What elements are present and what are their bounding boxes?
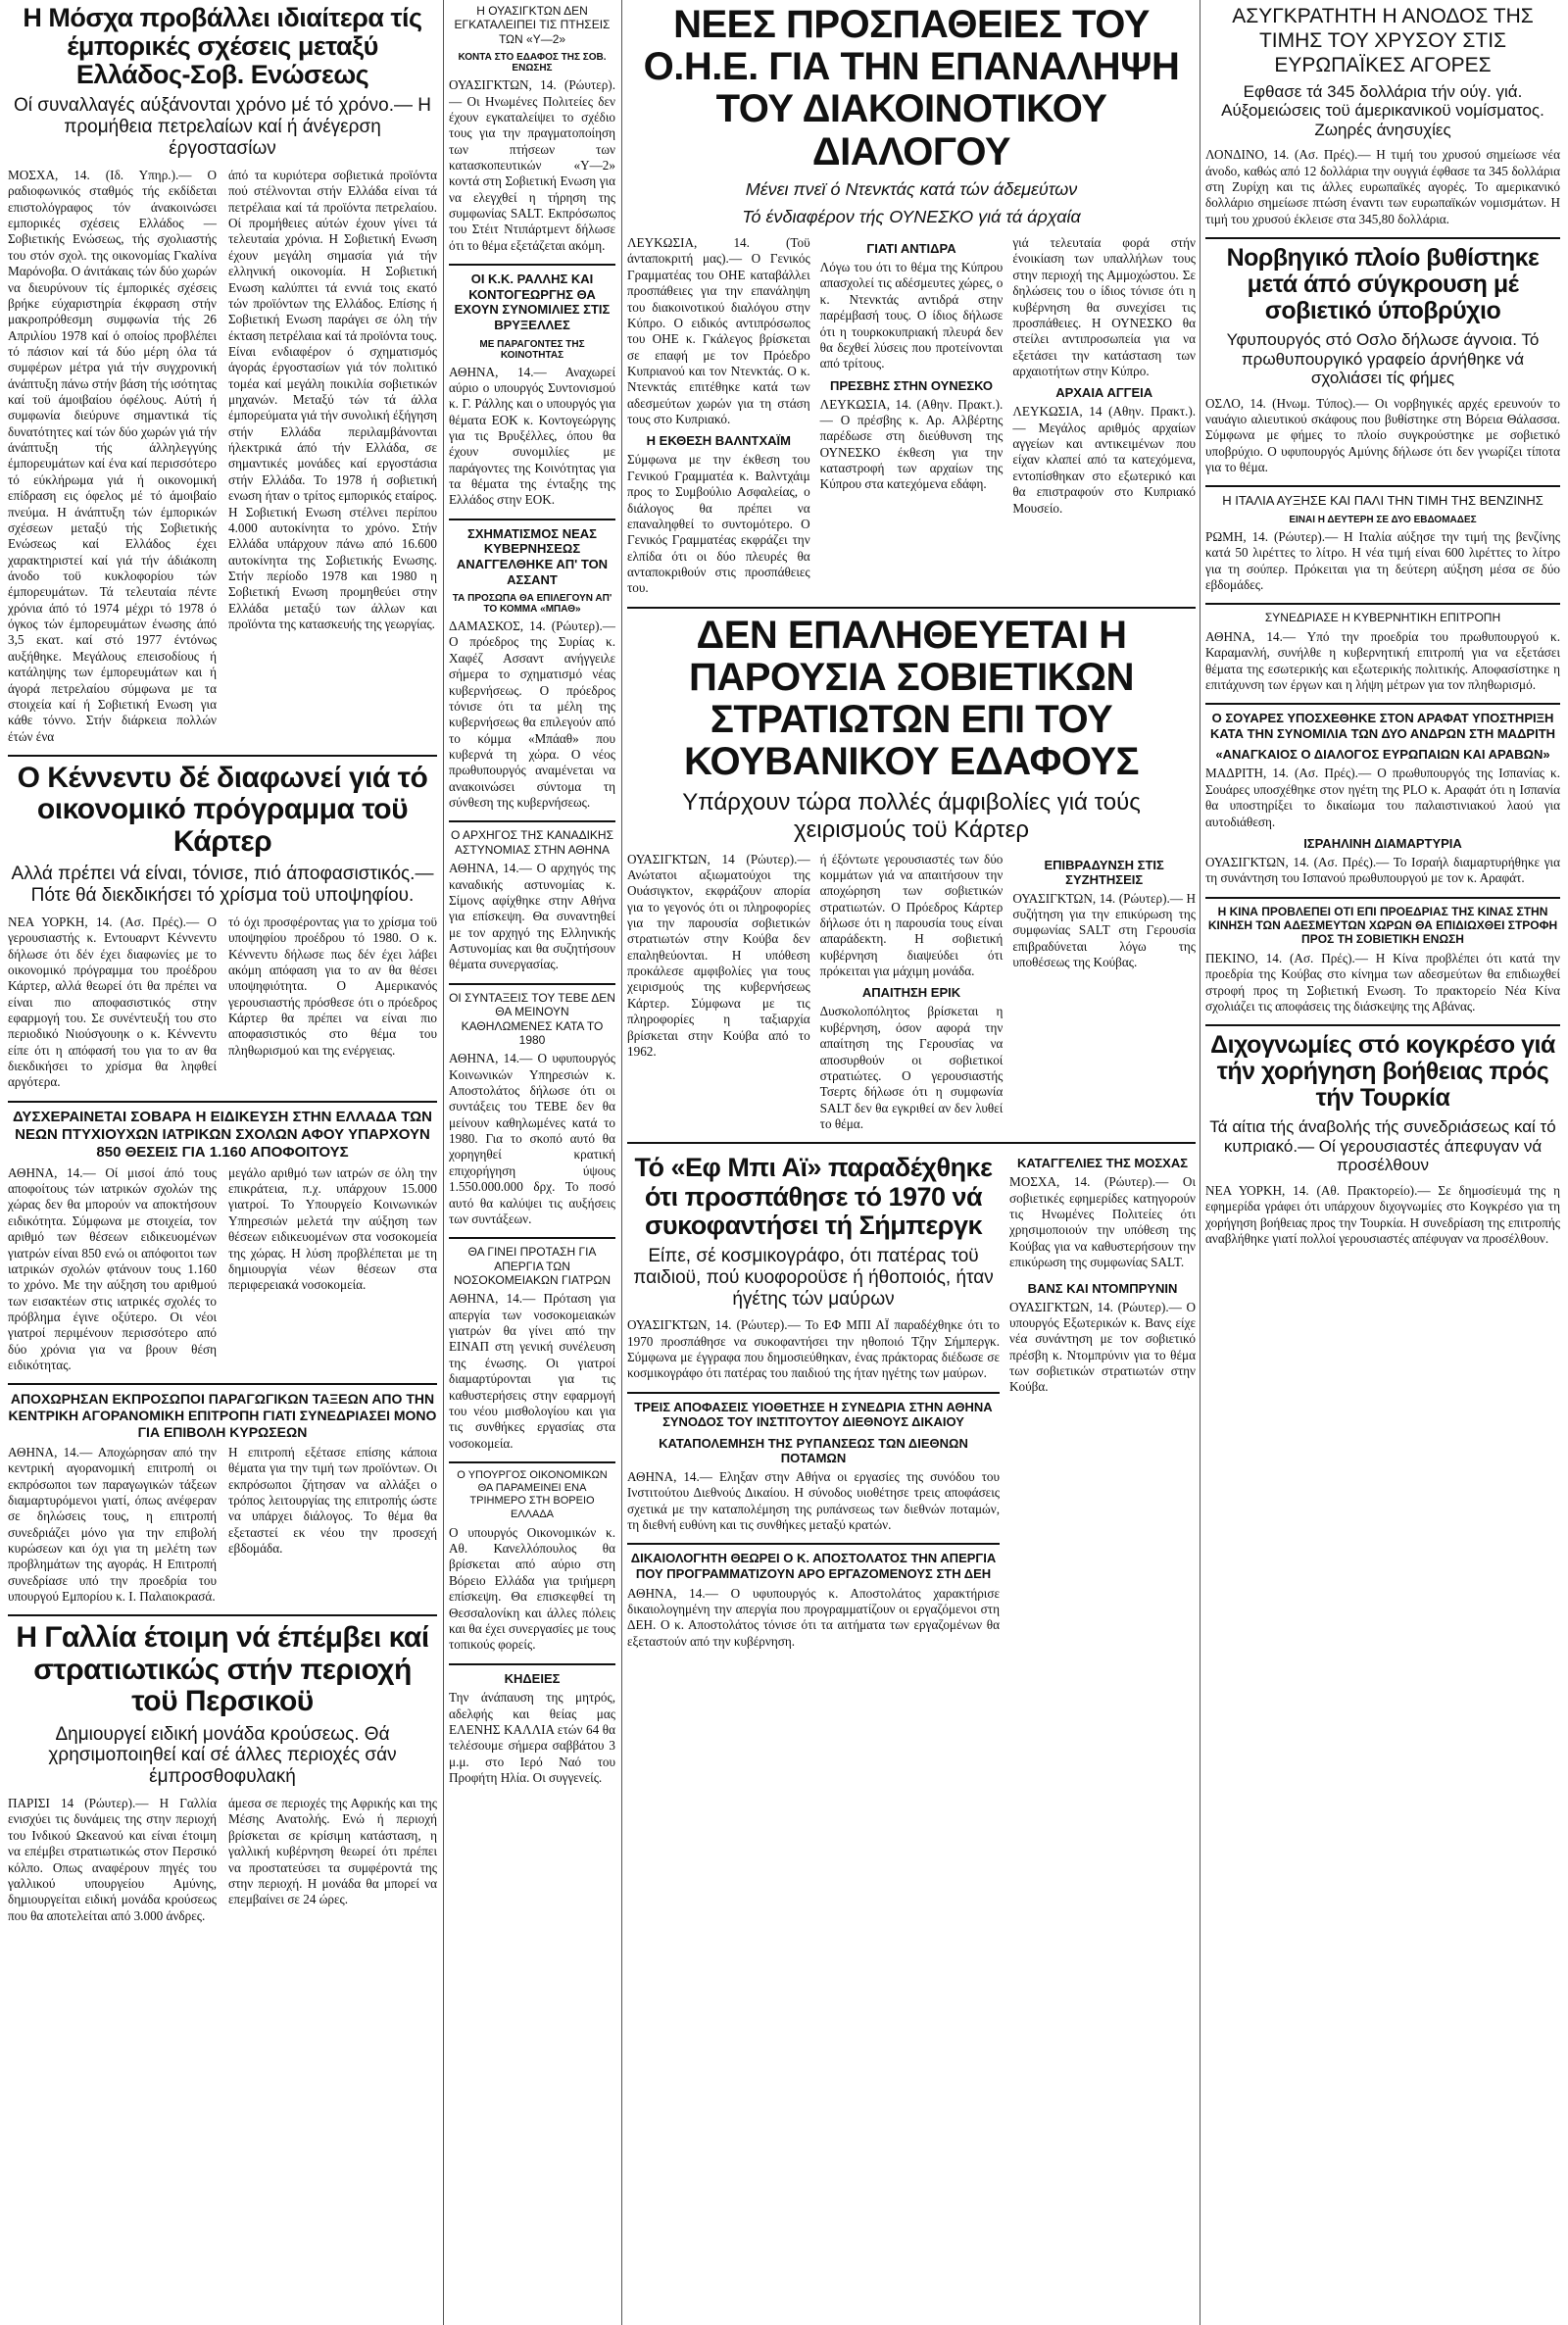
divider: [1205, 603, 1560, 605]
divider: [627, 1392, 1000, 1394]
headline: ΑΣΥΓΚΡΑΤΗΤΗ Η ΑΝΟΔΟΣ ΤΗΣ ΤΙΜΗΣ ΤΟΥ ΧΡΥΣΟΥ ΣΤΙΣ ΕΥΡΩΠΑΪΚΕΣ ΑΓΟΡΕΣ: [1232, 5, 1534, 77]
subheadline: Τά αίτια τής άναβολής τής συνεδριάσεως καί τό κυπριακό.— Οί γερουσιαστές άπεφυγαν νά προσέλθουν: [1209, 1117, 1556, 1175]
article-market-committee: [8, 1391, 437, 1605]
article-body: ΟΥΑΣΙΓΚΤΩΝ, 14 (Ρώυτερ).— Ανώτατοι αξιωματούχοι της Ουάσιγκτον, εκφράζουν απορία για το γεγονός ότι οι πληροφορίες για την παρουσία σοβιετικών στρατιωτών στην Κούβα δεν επαληθεύονται. Η υπόθεση προκάλεσε αμφιβολίες για τους χειρισμούς της κυβερνήσεως Κάρτερ. Σύμφωνα με τις πληροφορίες η ταξιαρχία βρίσκεται στην Κούβα από το 1962.: [627, 851, 810, 1059]
section-subhead: ΓΙΑΤΙ ΑΝΤΙΔΡΑ: [866, 241, 956, 257]
article-fbi-seberg: [627, 1154, 1000, 1381]
section-subhead: Η ΕΚΘΕΣΗ ΒΑΛΝΤΧΑΪΜ: [646, 433, 791, 449]
headline: Η Μόσχα προβάλλει ιδιαίτερα τίς έμπορικές σχέσεις μεταξύ Ελλάδος-Σοβ. Ενώσεως: [23, 3, 422, 90]
article-vance-dobrynin: [1009, 1281, 1196, 1396]
headline: ΔΕΝ ΕΠΑΛΗΘΕΥΕΤΑΙ Η ΠΑΡΟΥΣΙΑ ΣΟΒΙΕΤΙΚΩΝ ΣΤΡΑΤΙΩΤΩΝ ΕΠΙ ΤΟΥ ΚΟΥΒΑΝΙΚΟΥ ΕΔΑΦΟΥΣ: [683, 613, 1140, 784]
headline: Διχογνωμίες στό κογκρέσο γιά τήν χορήγηση βοήθειας πρός τήν Τουρκία: [1210, 1031, 1555, 1113]
divider: [449, 983, 615, 985]
subheadline: Μένει πνεϊ ό Ντενκτάς κατά τών άδεμεύτων: [745, 178, 1078, 199]
column-narrow: [449, 0, 615, 2325]
article-body: Σύμφωνα με την έκθεση του Γενικού Γραμματέα κ. Βαλντχάιμ προς το Συμβούλιο Ασφαλείας, ο διάλογος θα πρέπει να επαναληφθεί το συντομότερο. Ο Γενικός Γραμματέας εκφράζει την ελπίδα ότι οι δύο πλευρές θα ανταποκριθούν στις προσπάθειες του.: [627, 452, 810, 596]
article-moscow-trade: [8, 4, 437, 745]
article-body: Ο υπουργός Οικονομικών κ. Αθ. Κανελλόπουλος θα βρίσκεται από αύριο στη Βόρειο Ελλάδα για τριήμερη επίσκεψη. Θα επισκεφθεί τη Θεσσαλονίκη και άλλες πόλεις και θα έχει συνεργασίες με τους τοπικούς φορείς.: [449, 1524, 615, 1653]
article-body: ΛΕΥΚΩΣΙΑ, 14. (Αθην. Πρακτ.).— Ο πρέσβης κ. Αρ. Αλβέρτης παρέδωσε στη διεύθυνση της ΟΥΝΕΣΚΟ έκθεση για την καταστροφή των αρχαίων της Κύπρου στα κατεχόμενα εδάφη.: [819, 396, 1004, 492]
headline: ΟΙ ΣΥΝΤΑΞΕΙΣ ΤΟΥ ΤΕΒΕ ΔΕΝ ΘΑ ΜΕΙΝΟΥΝ ΚΑΘΗΛΩΜΕΝΕΣ ΚΑΤΑ ΤΟ 1980: [449, 990, 615, 1047]
article-body: ΝΕΑ ΥΟΡΚΗ, 14. (Ασ. Πρές).— Ο γερουσιαστής κ. Εντουαρντ Κέννεντυ δήλωσε ότι δέν έχει διαφωνίες με το οικονομικό πρόγραμμα του προέδρου Κάρτερ, αλλά θεωρεί ότι θα πρέπει να είναι πιο αποφασιστικός στην εφαρμογή του. Σε συνέντευξή του στο περιοδικό Νιούσγουηκ ο κ. Κέννεντυ είπε ότι η απόφασή του για το αν θα διεκδικήσει το χρίσμα θα ληφθεί αργότερα.: [8, 914, 217, 1090]
subheadline: Εφθασε τά 345 δολλάρια τήν ούγ. γιά. Αύξομειώσεις τοϋ άμερικανικοϋ νομίσματος. Ζωηρές άνησυχίες: [1221, 81, 1544, 139]
article-gold-price: [1205, 4, 1560, 227]
article-china-nonaligned: [1205, 905, 1560, 1015]
article-government-committee: [1205, 611, 1560, 693]
article-body: ΑΘΗΝΑ, 14.— Αναχωρεί αύριο ο υπουργός Συντονισμού κ. Γ. Ράλλης και ο υπουργός για θέματα ΕΟΚ κ. Κοντογεώργης για τις Βρυξέλλες, όπου θα έχουν συνομιλίες με παράγοντες της Κοινότητας για τα θέματα της ένταξης της Ελλάδος στην ΕΟΚ.: [449, 364, 615, 508]
divider: [449, 820, 615, 822]
divider: [449, 1461, 615, 1463]
headline: Η ΟΥΑΣΙΓΚΤΩΝ ΔΕΝ ΕΓΚΑΤΑΛΕΙΠΕΙ ΤΙΣ ΠΤΗΣΕΙΣ ΤΩΝ «Υ—2»: [454, 4, 611, 46]
article-body: ΑΘΗΝΑ, 14.— Υπό την προεδρία του πρωθυπουργού κ. Καραμανλή, συνήλθε η κυβερνητική επιτροπή για να εξετάσει θέματα της εσωτερικής και εξωτερικής πολιτικής. Αποφασίστηκε η επιτάχυνση των έργων και η λήψη μέτρων για τον πληθωρισμό.: [1205, 628, 1560, 692]
divider: [8, 1614, 437, 1616]
divider: [449, 1663, 615, 1665]
article-body: ΟΥΑΣΙΓΚΤΩΝ, 14. (Ρώυτερ).— Ο υπουργός Εξωτερικών κ. Βανς είχε νέα συνάντηση με τον σοβιετικό πρέσβη κ. Ντομπρύνιν για το θέμα των σοβιετικών στρατιωτών στην Κούβα.: [1009, 1299, 1196, 1395]
section-subhead: ΑΠΑΙΤΗΣΗ ΕΡΙΚ: [861, 985, 961, 1001]
article-body: ΡΩΜΗ, 14. (Ρώυτερ).— Η Ιταλία αύξησε την τιμή της βενζίνης κατά 50 λιρέττες το λίτρο. Η νέα τιμή είναι 600 λιρέττες το λίτρο για τη σούπερ. Πρόκειται για τη δεύτερη αύξηση μέσα σε δύο εβδομάδες.: [1205, 529, 1560, 593]
article-italy-petrol: [1205, 493, 1560, 593]
headline: ΣΧΗΜΑΤΙΣΜΟΣ ΝΕΑΣ ΚΥΒΕΡΝΗΣΕΩΣ ΑΝΑΓΓΕΛΘΗΚΕ ΑΠ' ΤΟΝ ΑΣΣΑΝΤ: [456, 525, 609, 587]
column-right: [1205, 0, 1560, 2325]
article-body: ΛΕΥΚΩΣΙΑ, 14. (Τοϋ άνταποκριτή μας).— Ο Γενικός Γραμματέας του ΟΗΕ καταβάλλει προσπάθειες για την επανάληψη του διακοινοτικού διαλόγου στην Κύπρο. Ο ειδικός αντιπρόσωπος του ΟΗΕ κ. Γκάλεγος βρίσκεται σε επαφή με τον Πρόεδρο Κυπριανού και τον Ντενκτάς. Ο κ. Ντενκτάς επιτέθηκε κατά των αδεσμεύτων χωρών για τη στάση τους στο Κυπριακό.: [627, 235, 810, 427]
subheadline: ΚΑΤΑΠΟΛΕΜΗΣΗ ΤΗΣ ΡΥΠΑΝΣΕΩΣ ΤΩΝ ΔΙΕΘΝΩΝ ΠΟΤΑΜΩΝ: [659, 1435, 968, 1465]
article-body: ΑΘΗΝΑ, 14.— Εληξαν στην Αθήνα οι εργασίες της συνόδου του Ινστιτούτου Διεθνούς Δικαίου. Η σύνοδος υιοθέτησε τρεις αποφάσεις σχετικά με την καταπολέμηση της ρυπάνσεως των διεθνών ποταμών, τη διεθνή ευθύνη και τις συνθήκες μεταξύ κρατών.: [627, 1468, 1000, 1533]
article-dei-strike: [627, 1551, 1000, 1650]
article-medical-graduates: [8, 1109, 437, 1374]
article-tebe-pensions: [449, 991, 615, 1228]
divider: [8, 1101, 437, 1103]
section-subhead: ΙΣΡΑΗΛΙΝΗ ΔΙΑΜΑΡΤΥΡΙΑ: [1303, 835, 1462, 851]
article-body: ΑΘΗΝΑ, 14.— Οί μισοί άπό τους αποφοίτους τών ιατρικών σχολών της χώρας δεν θα μπορούν να αποκτήσουν ειδικότητα. Σύμφωνα με στοιχεία, τον αριθμό των θέσεων ειδικευομένων γιατρών είναι 850 ενώ οι απόφοιτοι των ιατρικών σχολών φτάνουν τους 1.160 το χρόνο. Με την αύξηση του αριθμού των εισακτέων στις ιατρικές σχολές το πρόβλημα έγινε οξύτερο. Οι νέοι γιατροί περιμένουν περισσότερο από δύο χρόνια για να βρουν θέση ειδικότητας.: [8, 1164, 217, 1373]
article-france-gulf: [8, 1622, 437, 1924]
article-u2-flights: [449, 4, 615, 254]
headline: ΔΥΣΧΕΡΑΙΝΕΤΑΙ ΣΟΒΑΡΑ Η ΕΙΔΙΚΕΥΣΗ ΣΤΗΝ ΕΛΛΑΔΑ ΤΩΝ ΝΕΩΝ ΠΤΥΧΙΟΥΧΩΝ ΙΑΤΡΙΚΩΝ ΣΧΟΛΩΝ ΑΦΟΥ ΥΠΑΡΧΟΥΝ 850 ΘΕΣΕΙΣ ΓΙΑ 1.160 ΑΠΟΦΟΙΤΟΥΣ: [13, 1108, 432, 1161]
divider: [1205, 703, 1560, 705]
divider: [1205, 897, 1560, 899]
column-center: [627, 0, 1196, 2325]
headline: ΤΡΕΙΣ ΑΠΟΦΑΣΕΙΣ ΥΙΟΘΕΤΗΣΕ Η ΣΥΝΕΔΡΙΑ ΣΤΗΝ ΑΘΗΝΑ ΣΥΝΟΔΟΣ ΤΟΥ ΙΝΣΤΙΤΟΥΤΟΥ ΔΙΕΘΝΟΥΣ ΔΙΚΑΙΟΥ: [634, 1399, 993, 1430]
article-un-dialogue: [627, 4, 1196, 597]
headline: ΝΕΕΣ ΠΡΟΣΠΑΘΕΙΕΣ ΤΟΥ Ο.Η.Ε. ΓΙΑ ΤΗΝ ΕΠΑΝΑΛΗΨΗ ΤΟΥ ΔΙΑΚΟΙΝΟΤΙΚΟΥ ΔΙΑΛΟΓΟΥ: [643, 3, 1180, 173]
section-subhead: ΑΡΧΑΙΑ ΑΓΓΕΙΑ: [1055, 385, 1153, 401]
article-body: ΑΘΗΝΑ, 14.— Ο υφυπουργός κ. Αποστολάτος χαρακτήρισε δικαιολογημένη την απεργία που προγραμματίζουν οι εργαζόμενοι στη ΔΕΗ. Ο κ. Αποστολάτος τόνισε ότι τα αιτήματα των εργαζομένων θα εξεταστούν από την κυβέρνηση.: [627, 1585, 1000, 1649]
article-body: γιά τελευταία φορά στήν ένοικίαση των υπαλλήλων τους στην περιοχή της Αμμοχώστου. Σε δηλώσεις του ο ίδιος τόνισε ότι η κυβέρνηση θα συνεχίσει τις προσπάθειες. Η ΟΥΝΕΣΚΟ θα στείλει αντιπροσωπεία για να εξετάσει την κατάσταση των αρχαιοτήτων στην Κύπρο.: [1012, 235, 1196, 378]
article-body: ΑΘΗΝΑ, 14.— Ο αρχηγός της καναδικής αστυνομίας κ. Σίμονς αφίχθηκε στην Αθήνα για επίσκεψη. Θα συναντηθεί με τον αρχηγό της Ελληνικής Αστυνομίας και θα συζητήσουν θέματα συνεργασίας.: [449, 861, 615, 972]
subheadline: ΤΑ ΠΡΟΣΩΠΑ ΘΑ ΕΠΙΛΕΓΟΥΝ ΑΠ' ΤΟ ΚΟΜΜΑ «ΜΠΑΘ»: [452, 593, 612, 616]
article-moscow-accusations: [1009, 1156, 1196, 1270]
article-funerals: [449, 1671, 615, 1787]
article-body: ΑΘΗΝΑ, 14.— Ο υφυπουργός Κοινωνικών Υπηρεσιών κ. Αποστολάτος δήλωσε ότι οι συντάξεις του ΤΕΒΕ δεν θα μείνουν καθηλωμένες κατά το 1980. Για το σκοπό αυτό θα χορηγηθεί κρατική επιχορήγηση ύψους 1.550.000.000 δρχ. Το ποσό αυτό θα καλύψει τις αυξήσεις των συντάξεων.: [449, 1051, 615, 1226]
article-body: ΝΕΑ ΥΟΡΚΗ, 14. (Αθ. Πρακτορείο).— Σε δημοσίευμά της η εφημερίδα γράφει ότι υπάρχουν διχογνωμίες στο Κογκρέσο για τη χορήγηση βοήθειας προς την Τουρκία. Η συνεδρίαση της επιτροπής αναβλήθηκε γιατί πολλοί γερουσιαστές απέφυγαν να προσέλθουν.: [1205, 1182, 1560, 1246]
headline: ΚΗΔΕΙΕΣ: [504, 1670, 561, 1686]
headline: Τό «Εφ Μπι Αϊ» παραδέχθηκε ότι προσπάθησε τό 1970 νά συκοφαντήσει τή Σήμπεργκ: [634, 1153, 993, 1240]
article-body: τό όχι προσφέροντας για το χρίσμα τοϋ υποψηφίου προέδρου τό 1980. Ο κ. Κέννεντυ δήλωσε πως δέν έχει λάβει ακόμη απόφαση για το αν θα θέσει υποψηφιότητα. Ο Αμερικανός γερουσιαστής πρόσθεσε ότι ο πρόεδρος Κάρτερ θα πρέπει να είναι πιο αποφασιστικός στο θέμα του πληθωρισμού και της ενέργειας.: [228, 914, 437, 1058]
article-body: Την άνάπαυση της μητρός, αδελφής και θείας μας ΕΛΕΝΗΣ ΚΑΛΛΙΑ ετών 64 θα τελέσουμε σήμερα σαββάτου 3 μ.μ. στο Ιερό Ναό του Προφήτη Ηλία. Οι συγγενείς.: [449, 1690, 615, 1786]
article-suarez-arafat: [1205, 711, 1560, 886]
article-body: ΠΕΚΙΝΟ, 14. (Ασ. Πρές).— Η Κίνα προβλέπει ότι κατά την προεδρία της Κούβας στο κίνημα των αδεσμεύτων θα επιδιωχθεί στροφή προς τη Σοβιετική Ενωση. Το πρακτορείο Νέα Κίνα σχολιάζει τις αποφάσεις της διάσκεψης της Αβάνας.: [1205, 950, 1560, 1014]
divider: [627, 1142, 1196, 1144]
headline: Η ΙΤΑΛΙΑ ΑΥΞΗΣΕ ΚΑΙ ΠΑΛΙ ΤΗΝ ΤΙΜΗ ΤΗΣ ΒΕΝΖΙΝΗΣ: [1222, 493, 1544, 509]
article-body: άπό τα κυριότερα σοβιετικά προϊόντα πού στέλνονται στήν Ελλάδα είναι τά πετρέλαια καί τά προϊόντα πετρελαίου. Οί προμήθειες αύτών έχουν γίνει τά τελευταία χρόνια. Η Σοβιετική Ενωση έχουν μεγάλη σημασία γιά τήν ελληνική οικονομία. Η Σοβιετική Ενωση καλύπτει τά εννιά τοις εκατό τών προϊόντων της Ελλάδος. Επίσης ή Σοβιετική Ενωση παράγει σε όλη τήν έκταση πετρέλαια καί τά προϊόντα τους. Είναι ενδιαφέρον ό σχηματισμός άγοράς έργοστασίων γιά τόν πολιτικό τομέα καί μεγάλη ποικιλία σοβιετικών μηχανών. Μεταξύ τών τά άλλα έμπορεύματα γιά τήν συνολική έξήγηση στήν Ελλάδα περιλαμβάνονται ήλεκτρικά άπό τήν Ελλάδα, σε σημαντικές μονάδες καί εργοστάσια στήν Ελλάδα. Το 1978 ή σοβιετική ενωση ήταν ο τρίτος εμπορικός εταίρος. Η Σοβιετική Ενωση στέλνει περίπου 4.000 αυτοκίνητα το χρόνο. Στήν Ελλάδα υπάρχουν πάνω από 16.600 αυτοκίνητα της Σοβιετικής Ενωσης. Στήν περίοδο 1978 και 1980 η Σοβιετική Ενωση προμηθεύει στην Ελλάδα μεταξύ των άλλων και προϊόντα της κατασκευής της γεωργίας.: [228, 168, 437, 632]
article-soviet-troops-cuba: [627, 615, 1196, 1133]
article-international-law: [627, 1400, 1000, 1534]
subheadline: Υφυπουργός στό Οσλο δήλωσε άγνοια. Τό πρωθυπουργικό γραφείο άρνήθηκε νά σχολιάσει τίς φήμες: [1226, 330, 1540, 388]
headline: Ο ΣΟΥΑΡΕΣ ΥΠΟΣΧΕΘΗΚΕ ΣΤΟΝ ΑΡΑΦΑΤ ΥΠΟΣΤΗΡΙΞΗ ΚΑΤΑ ΤΗΝ ΣΥΝΟΜΙΛΙΑ ΤΩΝ ΔΥΟ ΑΝΔΡΩΝ ΣΤΗ ΜΑΔΡΙΤΗ: [1209, 711, 1556, 741]
subheadline: Δημιουργεί ειδική μονάδα κρούσεως. Θά χρησιμοποιηθεί καί σέ άλλες περιοχές σάν έμπροσθοφυλακή: [48, 1723, 397, 1788]
divider: [627, 607, 1196, 609]
headline: Ο ΑΡΧΗΓΟΣ ΤΗΣ ΚΑΝΑΔΙΚΗΣ ΑΣΤΥΝΟΜΙΑΣ ΣΤΗΝ ΑΘΗΝΑ: [450, 828, 614, 857]
article-body: ΠΑΡΙΣΙ 14 (Ρώυτερ).— Η Γαλλία ενισχύει τις δυνάμεις της στην περιοχή του Ινδικού Ωκεανού και είναι έτοιμη να επέμβει στρατιωτικώς στον Περσικό κόλπο. Οπως αναφέρουν πηγές του γαλλικού υπουργείου Αμύνης, δημιουργείται ειδική μονάδα κρούσεως που θα αποτελείται από 3.000 άνδρες.: [8, 1796, 217, 1923]
divider: [8, 1383, 437, 1385]
article-body: ΛΕΥΚΩΣΙΑ, 14 (Αθην. Πρακτ.).— Μεγάλος αριθμός αρχαίων αγγείων και αντικειμένων που είχαν κλαπεί από τα κατεχόμενα, εντοπίσθηκαν στο εξωτερικό και θα επιστραφούν στο Κυπριακό Μουσείο.: [1012, 404, 1196, 516]
column-rule: [621, 0, 622, 2325]
article-body: ΔΑΜΑΣΚΟΣ, 14. (Ρώυτερ).— Ο πρόεδρος της Συρίας κ. Χαφέζ Ασσαντ ανήγγειλε σήμερα το σχηματισμό νέας κυβερνήσεως. Ο πρόεδρος τόνισε ότι τα μέλη της κυβερνήσεως θα επιλεγούν από το κόμμα «Μπάαθ» που κυβερνά τη χώρα. Ο νέος πρωθυπουργός αναμένεται να ανακοινώσει σύντομα τη σύνθεση της κυβερνήσεως.: [449, 618, 615, 811]
headline: ΑΠΟΧΩΡΗΣΑΝ ΕΚΠΡΟΣΩΠΟΙ ΠΑΡΑΓΩΓΙΚΩΝ ΤΑΞΕΩΝ ΑΠΟ ΤΗΝ ΚΕΝΤΡΙΚΗ ΑΓΟΡΑΝΟΜΙΚΗ ΕΠΙΤΡΟΠΗ ΓΙΑΤΙ ΣΥΝΕΔΡΙΑΣΕΙ ΜΟΝΟ ΓΙΑ ΕΠΙΒΟΛΗ ΚΥΡΩΣΕΩΝ: [8, 1391, 437, 1441]
article-doctors-strike: [449, 1245, 615, 1452]
subheadline: ΜΕ ΠΑΡΑΓΟΝΤΕΣ ΤΗΣ ΚΟΙΝΟΤΗΤΑΣ: [479, 338, 585, 361]
divider: [449, 519, 615, 520]
headline: Ο Κέννεντυ δέ διαφωνεί γιά τό οικονομικό πρόγραμμα τοϋ Κάρτερ: [17, 761, 428, 858]
divider: [449, 1237, 615, 1239]
article-body: Δυσκολοπόλητος βρίσκεται η κυβέρνηση, όσον αφορά την απαίτηση της Γερουσίας να αποσυρθούν οι σοβιετικοί στρατιώτες. Ο γερουσιαστής Τσερτς δήλωσε ότι η συμφωνία SALT δεν θα εγκριθεί αν δεν λυθεί το θέμα.: [819, 1004, 1004, 1131]
article-body: ή έξόντωτε γερουσιαστές των δύο κομμάτων γιά να απαιτήσουν την αποχώρηση των σοβιετικών στρατιωτών. Ο Πρόεδρος Κάρτερ δήλωσε ότι η παρουσία τους είναι απαράδεκτη. Η σοβιετική κυβέρνηση διαψεύδει ότι πρόκειται για μάχιμη μονάδα.: [819, 851, 1004, 979]
divider: [627, 1543, 1000, 1545]
subheadline: ΚΟΝΤΑ ΣΤΟ ΕΔΑΦΟΣ ΤΗΣ ΣΟΒ. ΕΝΩΣΗΣ: [458, 52, 607, 74]
column-left: [8, 0, 437, 2325]
article-body: ΜΟΣΧΑ, 14. (Ιδ. Υπηρ.).— Ο ραδιοφωνικός σταθμός τής εκδίδεται επιστολόγραφος τόν άνακοινώσει εμπορικές σχέσεις Ελλάδος — Σοβιετικής Ενώσεως, τής σχολιαστής του στόν σχολ. της οικονομίας Γκαλίνα Μαρόνοβα. Ο άνιτάκαις τών δύο χωρών να διευρύνουν τίς έμπορικές σχέσεις βρήκε εύχαριστηρία έκφραση στήν μακροπρόθεσμη συμφωνία τής 26 Απριλίου 1978 καί ό οποίος προβλέπει τό πάσιον καί τά δύο μέρη όλα τά συμφέρων μέτρα γιά τήν συγχρονική άνάπτυξη πάνω στήν βάση τής ισότητας καί τοϋ άμοιβαίου όφέλους. Αύτή ή συμφωνία διεύρυνε σημαντικά τίς δυνατότητες καί τών δύο χωρών γιά τήν άνάπτυξη τής άλληλεγγύης έμπορευμάτων καί ένα καί περισσότερο τό εύκλήρωμα γιά ή οικονομική επίδραση εις όφελος μέ τό άμοιβαίο πνεύμα. Η άνάπτυξη τών έμπορικών σχέσεων μεταξύ τής Σοβιετικής Ενώσεως καί Ελλάδος έχει χαρακτηριστεί καί γιά τήν άδιάκοπη άνοδο τοϋ κυκλοφορίου τών έμπορευμάτων. Τά τελευταία πέντε χρόνια άπό τό 1974 μέχρι τό 1978 ό όγκος τών έμπορευμάτων ένωσης άπό 3,5 εκατ. καί στό 1977 έντόνως αυξήθηκε. Μεγάλους επεισοδίους ή κατάληψης των έμπορευμάτων και ή άγορά πετρελαίου σύμφωνα με τα στοιχεία καί ή Σοβιετική Ενωση για κάθε τόννο. Στήν διάρκεια πολλών έτών ένα: [8, 168, 217, 744]
article-body: ΟΥΑΣΙΓΚΤΩΝ, 14. (Ρώυτερ).— Οι Ηνωμένες Πολιτείες δεν έχουν εγκαταλείψει το σχέδιο τους για την πραγματοποίηση των πτήσεων των κατασκοπευτικών «Υ—2» κοντά στη Σοβιετική Ενωση για να ελεγχθεί η τήρηση της συμφωνίας SALT. Εκπρόσωπος του Στέιτ Ντιπάρτμεντ δήλωσε ότι το θέμα εξετάζεται ακόμη.: [449, 77, 615, 253]
subheadline: Αλλά πρέπει νά είναι, τόνισε, πιό άποφασιστικός.— Πότε θά διεκδικήσει τό χρίσμα τοϋ υποψηφίου.: [11, 864, 434, 906]
divider: [8, 755, 437, 757]
section-subhead: ΒΑΝΣ ΚΑΙ ΝΤΟΜΠΡΥΝΙΝ: [1027, 1280, 1178, 1296]
article-body: ΑΘΗΝΑ, 14.— Πρόταση για απεργία των νοσοκομειακών γιατρών θα γίνει από την ΕΙΝΑΠ στη γενική συνέλευση της ένωσης. Οι γιατροί διαμαρτύρονται για τις καθυστερήσεις στην εφαρμογή του νέου μισθολογίου και για τις συνθήκες εργασίας στα νοσοκομεία.: [449, 1291, 615, 1451]
article-body: ΛΟΝΔΙΝΟ, 14. (Ασ. Πρές).— Η τιμή του χρυσού σημείωσε νέα άνοδο, καθώς από 12 δολλάρια την ουγγιά έφθασε τα 345 δολλάρια στη Ζυρίχη και τις άλλες ευρωπαϊκές αγορές. Το αμερικανικό δολλάριο σημείωσε πτώση έναντι των ευρωπαϊκών νομισμάτων. Η τιμή του χρυσού έκλεισε στα 345,80 δολλάρια.: [1205, 147, 1560, 226]
subheadline: ΕΙΝΑΙ Η ΔΕΥΤΕΡΗ ΣΕ ΔΥΟ ΕΒΔΟΜΑΔΕΣ: [1289, 515, 1477, 526]
article-body: Λόγω του ότι το θέμα της Κύπρου απασχολεί τις αδέσμευτες χώρες, ο κ. Ντενκτάς αντιδρά στην παρέμβασή τους. Ο ίδιος δήλωσε ότι η τουρκοκυπριακή πλευρά δεν θα δεχθεί λύσεις που προτείνονται από τρίτους.: [819, 260, 1004, 371]
article-body: ΟΥΑΣΙΓΚΤΩΝ, 14. (Ρώυτερ).— Το ΕΦ ΜΠΙ ΑΪ παραδέχθηκε ότι το 1970 προσπάθησε να συκοφαντήσει την ηθοποιό Τζην Σήμπεργκ. Σύμφωνα με έγγραφα που δημοσιεύθηκαν, ένας πράκτορας διέδωσε σε κοσμικογράφο ότι πατέρας του παιδιού της ήταν ηγέτης των μαύρων.: [627, 1317, 1000, 1381]
article-body: μεγάλο αριθμό των ιατρών σε όλη την επικράτεια, π.χ. υπάρχουν 15.000 γιατροί. Το Υπουργείο Κοινωνικών Υπηρεσιών μελετά την αύξηση των θέσεων ειδικευομένων στα νοσοκομεία της χώρας. Η λύση προβλέπεται με τη δημιουργία νέων θέσεων στα περιφερειακά νοσοκομεία.: [228, 1164, 437, 1293]
article-body: ΟΥΑΣΙΓΚΤΩΝ, 14. (Ασ. Πρές).— Το Ισραήλ διαμαρτυρήθηκε για τη συνάντηση του Ισπανού πρωθυπουργού με τον κ. Αραφάτ.: [1205, 854, 1560, 886]
subheadline: Είπε, σέ κοσμικογράφο, ότι πατέρας τοϋ παιδιοϋ, πού κυοφοροϋσε ή ήθοποιός, ήταν ήγέτης τών μαύρων: [633, 1245, 994, 1310]
section-subhead: ΠΡΕΣΒΗΣ ΣΤΗΝ ΟΥΝΕΣΚΟ: [829, 377, 994, 393]
headline: Ο ΥΠΟΥΡΓΟΣ ΟΙΚΟΝΟΜΙΚΩΝ ΘΑ ΠΑΡΑΜΕΙΝΕΙ ΕΝΑ ΤΡΙΗΜΕΡΟ ΣΤΗ ΒΟΡΕΙΟ ΕΛΛΑΔΑ: [457, 1469, 608, 1520]
article-canadian-police: [449, 828, 615, 972]
headline: ΘΑ ΓΙΝΕΙ ΠΡΟΤΑΣΗ ΓΙΑ ΑΠΕΡΓΙΑ ΤΩΝ ΝΟΣΟΚΟΜΕΙΑΚΩΝ ΓΙΑΤΡΩΝ: [453, 1245, 612, 1288]
article-rallis-brussels: [449, 272, 615, 509]
headline: ΟΙ Κ.Κ. ΡΑΛΛΗΣ ΚΑΙ ΚΟΝΤΟΓΕΩΡΓΗΣ ΘΑ ΕΧΟΥΝ ΣΥΝΟΜΙΛΙΕΣ ΣΤΙΣ ΒΡΥΞΕΛΛΕΣ: [454, 272, 611, 332]
article-body: άμεσα σε περιοχές της Αφρικής και της Μέσης Ανατολής. Ενώ ή περιοχή βρίσκεται σε κρίσιμη κατάσταση, η γαλλική κυβέρνηση θεωρεί ότι πρέπει να προστατεύσει τα συμφέροντά της στην περιοχή. Η μονάδα θα μπορεί να επεμβαίνει σε 24 ώρες.: [228, 1796, 437, 1907]
subheadline: Υπάρχουν τώρα πολλές άμφιβολίες γιά τούς χειρισμούς τοϋ Κάρτερ: [682, 789, 1141, 844]
article-assad-government: [449, 526, 615, 812]
headline: ΔΙΚΑΙΟΛΟΓΗΤΗ ΘΕΩΡΕΙ Ο Κ. ΑΠΟΣΤΟΛΑΤΟΣ ΤΗΝ ΑΠΕΡΓΙΑ ΠΟΥ ΠΡΟΓΡΑΜΜΑΤΙΖΟΥΝ ΑΡΟ ΕΡΓΑΖΟΜΕΝΟΥΣ ΣΤΗ ΔΕΗ: [630, 1551, 997, 1582]
article-body: ΟΥΑΣΙΓΚΤΩΝ, 14. (Ρώυτερ).— Η συζήτηση για την επικύρωση της συμφωνίας SALT στη Γερουσία επιβραδύνεται λόγω της υποθέσεως της Κούβας.: [1012, 890, 1196, 970]
article-body: Η επιτροπή εξέτασε επίσης κάποια θέματα για την τιμή των προϊόντων. Οι εκπρόσωποι ζήτησαν να αλλάξει ο τρόπος λειτουργίας της επιτροπής ώστε να υπάρχει διάλογος. Το θέμα θα εξεταστεί εκ νέου την προσεχή εβδομάδα.: [228, 1444, 437, 1556]
divider: [449, 264, 615, 266]
article-congress-turkey: [1205, 1032, 1560, 1247]
subheadline: «ΑΝΑΓΚΑΙΟΣ Ο ΔΙΑΛΟΓΟΣ ΕΥΡΩΠΑΙΩΝ ΚΑΙ ΑΡΑΒΩΝ»: [1215, 747, 1550, 763]
article-body: ΜΟΣΧΑ, 14. (Ρώυτερ).— Οι σοβιετικές εφημερίδες κατηγορούν τις Ηνωμένες Πολιτείες ότι χρησιμοποιούν την υπόθεση της Κούβας για να καθυστερήσουν την επικύρωση της συμφωνίας SALT.: [1009, 1174, 1196, 1270]
article-body: ΑΘΗΝΑ, 14.— Αποχώρησαν από την κεντρική αγορανομική επιτροπή οι εκπρόσωποι των παραγωγικών τάξεων διαμαρτυρόμενοι γιατί, όπως ανέφεραν σε δηλώσεις τους, η επιτροπή συνεδριάζει μόνο για την επιβολή κυρώσεων και όχι για τη μελέτη των προβλημάτων της αγοράς. Η Επιτροπή συνεδρίασε υπό την προεδρία του υπουργού Εμπορίου κ. Ι. Παλαιοκρασά.: [8, 1444, 217, 1605]
article-body: ΟΣΛΟ, 14. (Ηνωμ. Τύπος).— Οι νορβηγικές αρχές ερευνούν το ναυάγιο αλιευτικού σκάφους που βυθίστηκε στη Βόρεια Θάλασσα. Σύμφωνα με φήμες το πλοίο συγκρούστηκε με σοβιετικό υποβρύχιο. Ο υφυπουργός Αμύνης δήλωσε ότι δεν γνωρίζει τίποτα για το θέμα.: [1205, 395, 1560, 475]
headline: ΣΥΝΕΔΡΙΑΣΕ Η ΚΥΒΕΡΝΗΤΙΚΗ ΕΠΙΤΡΟΠΗ: [1264, 611, 1501, 625]
article-norwegian-ship: [1205, 245, 1560, 475]
headline: Η Γαλλία έτοιμη νά έπέμβει καί στρατιωτικώς στήν περιοχή τοϋ Περσικοϋ: [16, 1621, 429, 1718]
divider: [1205, 237, 1560, 239]
column-rule: [443, 0, 444, 2325]
headline: Η ΚΙΝΑ ΠΡΟΒΛΕΠΕΙ ΟΤΙ ΕΠΙ ΠΡΟΕΔΡΙΑΣ ΤΗΣ ΚΙΝΑΣ ΣΤΗΝ ΚΙΝΗΣΗ ΤΩΝ ΑΔΕΣΜΕΥΤΩΝ ΧΩΡΩΝ ΘΑ ΕΠΙΔΙΩΧΘΕΙ ΣΤΡΟΦΗ ΠΡΟΣ ΤΗ ΣΟΒΙΕΤΙΚΗ ΕΝΩΣΗ: [1207, 904, 1558, 947]
divider: [1205, 485, 1560, 487]
section-subhead: ΕΠΙΒΡΑΔΥΝΣΗ ΣΤΙΣ ΣΥΖΗΤΗΣΕΙΣ: [1044, 857, 1164, 887]
article-kennedy: [8, 763, 437, 1091]
article-body: ΜΑΔΡΙΤΗ, 14. (Ασ. Πρές).— Ο πρωθυπουργός της Ισπανίας κ. Σουάρες υποσχέθηκε στον ηγέτη της PLO κ. Αραφάτ ότι η Ισπανία θα υποστηρίξει το δικαίωμα του παλαιστινιακού λαού για αυτοδιάθεση.: [1205, 766, 1560, 829]
subheadline: Οί συναλλαγές αύξάνονται χρόνο μέ τό χρόνο.— Η προμήθεια πετρελαίων καί ή άνέγερση έργοστασίων: [13, 95, 432, 160]
subheadline: Τό ένδιαφέρον τής ΟΥΝΕΣΚΟ γιά τά άρχαία: [742, 207, 1081, 227]
divider: [1205, 1024, 1560, 1026]
section-subhead: ΚΑΤΑΓΓΕΛΙΕΣ ΤΗΣ ΜΟΣΧΑΣ: [1016, 1156, 1189, 1171]
headline: Νορβηγικό πλοίο βυθίστηκε μετά άπό σύγκρουση μέ σοβιετικό ύποβρύχιο: [1226, 244, 1540, 324]
article-finance-minister: [449, 1469, 615, 1654]
